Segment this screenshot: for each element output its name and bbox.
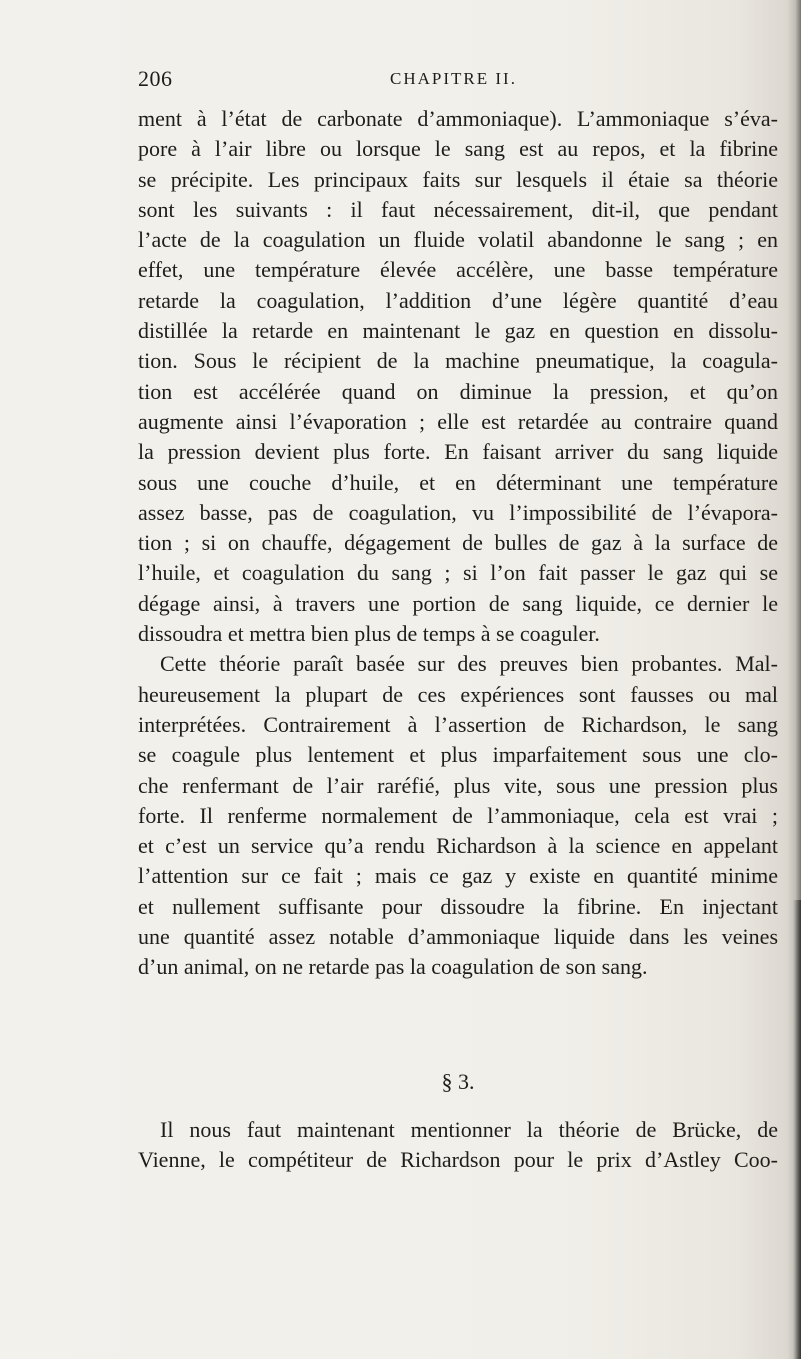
text-line: assez basse, pas de coagulation, vu l’impossibilité de l’évapora- <box>138 499 778 525</box>
text-line: l’huile, et coagulation du sang ; si l’on fait passer le gaz qui se <box>138 560 778 586</box>
page-number: 206 <box>138 66 173 91</box>
text-line: tion est accélérée quand on diminue la pression, et qu’on <box>138 378 778 404</box>
text-line: pore à l’air libre ou lorsque le sang est au repos, et la fibrine <box>138 136 778 162</box>
text-line: Vienne, le compétiteur de Richardson pour le prix d’Astley Coo- <box>138 1147 778 1173</box>
text-line: se précipite. Les principaux faits sur lesquels il étaie sa théorie <box>138 166 778 192</box>
running-head: CHAPITRE II. <box>390 69 517 88</box>
section-heading: § 3. <box>441 1069 475 1094</box>
text-line: tion ; si on chauffe, dégagement de bulles de gaz à la surface de <box>138 530 778 556</box>
text-line: l’acte de la coagulation un fluide volatil abandonne le sang ; en <box>138 227 778 253</box>
page-header <box>138 66 778 96</box>
text-line: tion. Sous le récipient de la machine pneumatique, la coagula- <box>138 348 778 374</box>
text-line: la pression devient plus forte. En faisant arriver du sang liquide <box>138 439 778 465</box>
text-line: forte. Il renferme normalement de l’ammoniaque, cela est vrai ; <box>138 802 778 828</box>
text-line: effet, une température élevée accélère, une basse température <box>138 257 778 283</box>
text-line: ment à l’état de carbonate d’ammoniaque). L’ammoniaque s’éva- <box>138 106 778 131</box>
text-line: retarde la coagulation, l’addition d’une légère quantité d’eau <box>138 287 778 313</box>
text-line: Il nous faut maintenant mentionner la théorie de Brücke, de <box>160 1117 778 1142</box>
text-line: distillée la retarde en maintenant le gaz en question en dissolu- <box>138 318 778 344</box>
text-line: et c’est un service qu’a rendu Richardson à la science en appelant <box>138 833 778 859</box>
text-line: sous une couche d’huile, et en déterminant une température <box>138 469 778 495</box>
text-line: dégage ainsi, à travers une portion de sang liquide, ce dernier le <box>138 590 778 616</box>
paragraph-1 <box>138 104 778 649</box>
text-line: et nullement suffisante pour dissoudre la fibrine. En injectant <box>138 893 778 919</box>
text-line: dissoudra et mettra bien plus de temps à se coaguler. <box>138 621 600 647</box>
text-line: che renfermant de l’air raréfié, plus vite, sous une pression plus <box>138 772 778 798</box>
paragraph-2 <box>138 649 778 982</box>
text-line: heureusement la plupart de ces expériences sont fausses ou mal <box>138 681 778 707</box>
paragraph-3 <box>138 1115 778 1176</box>
text-line: l’attention sur ce fait ; mais ce gaz y existe en quantité minime <box>138 863 778 889</box>
text-line: augmente ainsi l’évaporation ; elle est retardée au contraire quand <box>138 408 778 434</box>
page-edge-dark <box>793 900 801 1359</box>
text-line: Cette théorie paraît basée sur des preuves bien probantes. Mal- <box>160 651 778 677</box>
text-line: une quantité assez notable d’ammoniaque liquide dans les veines <box>138 924 778 950</box>
body-text <box>138 104 778 983</box>
text-line: sont les suivants : il faut nécessairement, dit-il, que pendant <box>138 196 778 222</box>
text-line: d’un animal, on ne retarde pas la coagulation de son sang. <box>138 954 648 980</box>
text-line: se coagule plus lentement et plus imparfaitement sous une clo- <box>138 742 778 768</box>
text-line: interprétées. Contrairement à l’assertion de Richardson, le sang <box>138 711 778 737</box>
